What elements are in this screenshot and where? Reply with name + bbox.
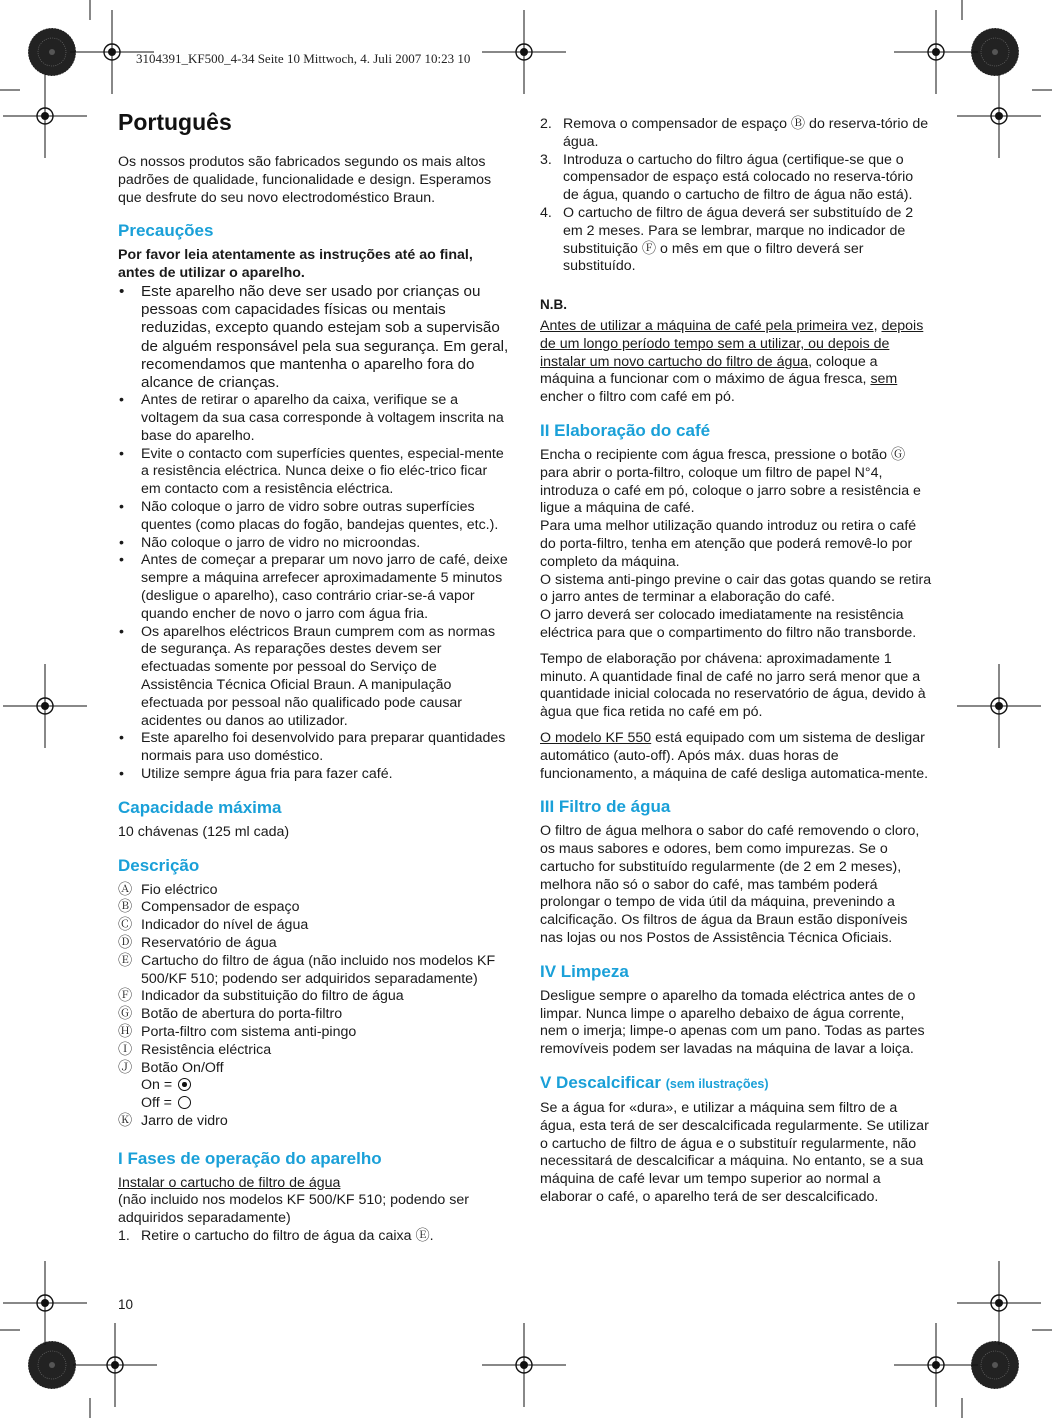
list-item: Ⓓ Reservatório de água bbox=[118, 934, 277, 951]
part-letter: Ⓐ bbox=[118, 881, 133, 898]
section1-note: (não incluido nos modelos KF 500/KF 510; podendo ser adquiridos separadamente) bbox=[118, 1192, 469, 1227]
list-item: 3. Introduza o cartucho do filtro água (certifique-se que o compensador de espaço está colocado no reserva-tório de água, quando o cartucho de filtro de água não está). bbox=[540, 151, 914, 204]
left-column bbox=[118, 108, 510, 1254]
section5-text: Se a água for «dura», e utilizar a máquina sem filtro de a água, esta terá de ser descalcificada regularmente. Se utilizar o cartucho de filtro de água e o substituír regularmente, não necessitará de descalcificar a máquina. No entanto, se a sua máquina de café levar um tempo superior ao normal a elaborar o café, o aparelho terá de ser descalcificado. bbox=[540, 1100, 929, 1206]
list-item: • Os aparelhos eléctricos Braun cumprem com as normas de segurança. As reparações destes devem ser efectuadas somente por pessoal do Serviço de Assistência Técnica Oficial Braun. A manipulação efectuada por pessoal não qualificado pode causar acidentes ou danos ao utilizador. bbox=[118, 624, 510, 731]
part-letter: Ⓚ bbox=[118, 1112, 133, 1129]
section2-paragraph: O modelo KF 550 está equipado com um sistema de desligar automático (auto-off). Após máx. duas horas de funcionamento, a máquina de café desliga automatica-mente. bbox=[540, 729, 929, 782]
off-symbol-row: Off = bbox=[118, 1095, 510, 1113]
page-title: Português bbox=[118, 109, 232, 135]
part-letter: Ⓗ bbox=[118, 1023, 133, 1040]
nb-paragraph: Antes de utilizar a máquina de café pela primeira vez, depois de um longo período tempo sem a utilizar, ou depois de instalar um novo cartucho do filtro de água, coloque a máquina a funcionar com o máximo de água fresca, sem encher o filtro com café em pó. bbox=[540, 317, 924, 406]
list-item: • Antes de começar a preparar um novo jarro de café, deixe sempre a máquina arrefecer aproximadamente 5 minutos (desligue o aparelho), caso contrário criar-se-á vapor quando encher de novo o jarro com água fria. bbox=[118, 552, 510, 623]
section2-paragraph: Tempo de elaboração por chávena: aproximadamente 1 minuto. A quantidade final de café no jarro será menor que a quantidade inicial colocada no reservatório de água, devido à àgua que fica retida no café em pó. bbox=[540, 650, 926, 721]
section4-text: Desligue sempre o aparelho da tomada eléctrica antes de o limpar. Nunca limpe o aparelho debaixo de água corrente, nem o imerja; limpe-o apenas com um pano. Todas as partes removíveis podem ser lavadas na máquina de lavar a loiça. bbox=[540, 987, 925, 1058]
list-item: • Este aparelho foi desenvolvido para preparar quantidades normais para uso doméstico. bbox=[118, 730, 510, 766]
part-letter: Ⓑ bbox=[118, 899, 133, 916]
list-item: • Antes de retirar o aparelho da caixa, verifique se a voltagem da sua casa corresponde à voltagem inscrita na base do aparelho. bbox=[118, 392, 510, 445]
list-item: • Evite o contacto com superfícies quentes, especial-mente a resistência eléctrica. Nunca deixe o fio eléc-trico ficar em contacto com a resistência eléctrica. bbox=[118, 446, 510, 499]
list-item: Ⓕ Indicador da substituição do filtro de água bbox=[118, 988, 404, 1005]
part-letter: Ⓘ bbox=[118, 1041, 133, 1058]
right-column bbox=[540, 116, 932, 1215]
description-list bbox=[118, 882, 510, 1131]
part-letter: Ⓓ bbox=[118, 934, 133, 951]
section2-paragraph: Para uma melhor utilização quando introduz ou retira o café do porta-filtro, tenha em atenção que poderá removê-lo por completo da máquina. bbox=[540, 518, 917, 570]
section3-heading: III Filtro de água bbox=[540, 797, 671, 817]
section1-subheading: Instalar o cartucho de filtro de água bbox=[118, 1174, 341, 1191]
section5-heading: V Descalcificar (sem ilustrações) bbox=[540, 1073, 769, 1093]
capacity-heading: Capacidade máxima bbox=[118, 797, 282, 817]
list-item: 2. Remova o compensador de espaço Ⓑ do reserva-tório de água. bbox=[540, 116, 929, 150]
part-letter: Ⓒ bbox=[118, 917, 133, 934]
print-header: 3104391_KF500_4-34 Seite 10 Mittwoch, 4. Juli 2007 10:23 10 bbox=[136, 51, 471, 66]
part-letter: Ⓙ bbox=[118, 1059, 133, 1076]
list-item: • Não coloque o jarro de vidro sobre outras superfícies quentes (como placas do fogão, bandejas quentes, etc.). bbox=[118, 499, 510, 535]
power-off-icon bbox=[178, 1096, 191, 1109]
list-item: Ⓘ Resistência eléctrica bbox=[118, 1041, 272, 1058]
on-symbol-row: On = bbox=[118, 1077, 510, 1095]
list-item: Ⓐ Fio eléctrico bbox=[118, 881, 218, 898]
description-heading: Descrição bbox=[118, 855, 200, 875]
list-item: 4. O cartucho de filtro de água deverá ser substituído de 2 em 2 meses. Para se lembrar, marque no indicador de substituição Ⓕ o mês em que o filtro deverá ser substituído. bbox=[540, 204, 914, 275]
precautions-heading: Precauções bbox=[118, 221, 214, 241]
section3-text: O filtro de água melhora o sabor do café removendo o cloro, os maus sabores e odores, bem como impurezas. Se o cartucho for substituído regularmente (de 2 em 2 meses), melhora não só o sabor do café, mas também poderá prolongar o tempo de vida útil da máquina, prevenindo a calcificação. Os filtros de água da Braun estão disponíveis nas lojas ou nos Postos de Assistência Técnica Oficiais. bbox=[540, 823, 920, 947]
part-letter: Ⓖ bbox=[118, 1006, 133, 1023]
list-item: • Não coloque o jarro de vidro no microondas. bbox=[118, 535, 510, 553]
list-item: 1. Retire o cartucho do filtro de água da caixa Ⓔ. bbox=[118, 1228, 434, 1245]
section2-paragraph: O jarro deverá ser colocado imediatamente na resistência eléctrica para que o compartimento do filtro não transborde. bbox=[540, 607, 917, 641]
list-item: Ⓗ Porta-filtro com sistema anti-pingo bbox=[118, 1023, 357, 1040]
list-item: Ⓒ Indicador do nível de água bbox=[118, 917, 309, 934]
list-item: Ⓔ Cartucho do filtro de água (não incluido nos modelos KF 500/KF 510; podendo ser adquiridos separadamente) bbox=[118, 952, 496, 987]
precautions-list bbox=[118, 283, 510, 784]
list-item: Ⓚ Jarro de vidro bbox=[118, 1112, 228, 1129]
precautions-lead: Por favor leia atentamente as instruções até ao final, antes de utilizar o aparelho. bbox=[118, 247, 473, 282]
section2-paragraph: Encha o recipiente com água fresca, pressione o botão Ⓖ para abrir o porta-filtro, coloque um filtro de papel N°4, introduza o café em pó, coloque o jarro sobre a resistência e ligue a máquina de café. bbox=[540, 446, 921, 517]
part-letter: Ⓔ bbox=[118, 952, 133, 969]
power-on-icon bbox=[178, 1078, 191, 1091]
list-item: Ⓑ Compensador de espaço bbox=[118, 899, 300, 916]
list-item: • Este aparelho não deve ser usado por crianças ou pessoas com capacidades físicas ou mentais reduzidas, excepto quando estejam sob a supervisão de alguém responsável pela sua segurança. Em geral, recomendamos que mantenha o aparelho fora do alcance de crianças. bbox=[118, 283, 510, 392]
section1-heading: I Fases de operação do aparelho bbox=[118, 1148, 382, 1168]
nb-title: N.B. bbox=[540, 297, 567, 313]
steps-list-left bbox=[118, 1228, 510, 1246]
page-number: 10 bbox=[118, 1297, 134, 1312]
steps-list-right bbox=[540, 116, 932, 276]
section4-heading: IV Limpeza bbox=[540, 961, 629, 981]
list-item: Ⓙ Botão On/Off bbox=[118, 1059, 224, 1076]
capacity-text: 10 chávenas (125 ml cada) bbox=[118, 823, 290, 840]
list-item: • Utilize sempre água fria para fazer café. bbox=[118, 766, 510, 784]
section2-heading: II Elaboração do café bbox=[540, 420, 711, 440]
intro-paragraph: Os nossos produtos são fabricados segundo os mais altos padrões de qualidade, funcionalidade e design. Esperamos que desfrute do seu novo electrodoméstico Braun. bbox=[118, 154, 492, 206]
list-item: Ⓖ Botão de abertura do porta-filtro bbox=[118, 1006, 343, 1023]
section2-paragraph: O sistema anti-pingo previne o cair das gotas quando se retira o jarro antes de terminar a elaboração do café. bbox=[540, 571, 932, 606]
part-letter: Ⓕ bbox=[118, 988, 133, 1005]
